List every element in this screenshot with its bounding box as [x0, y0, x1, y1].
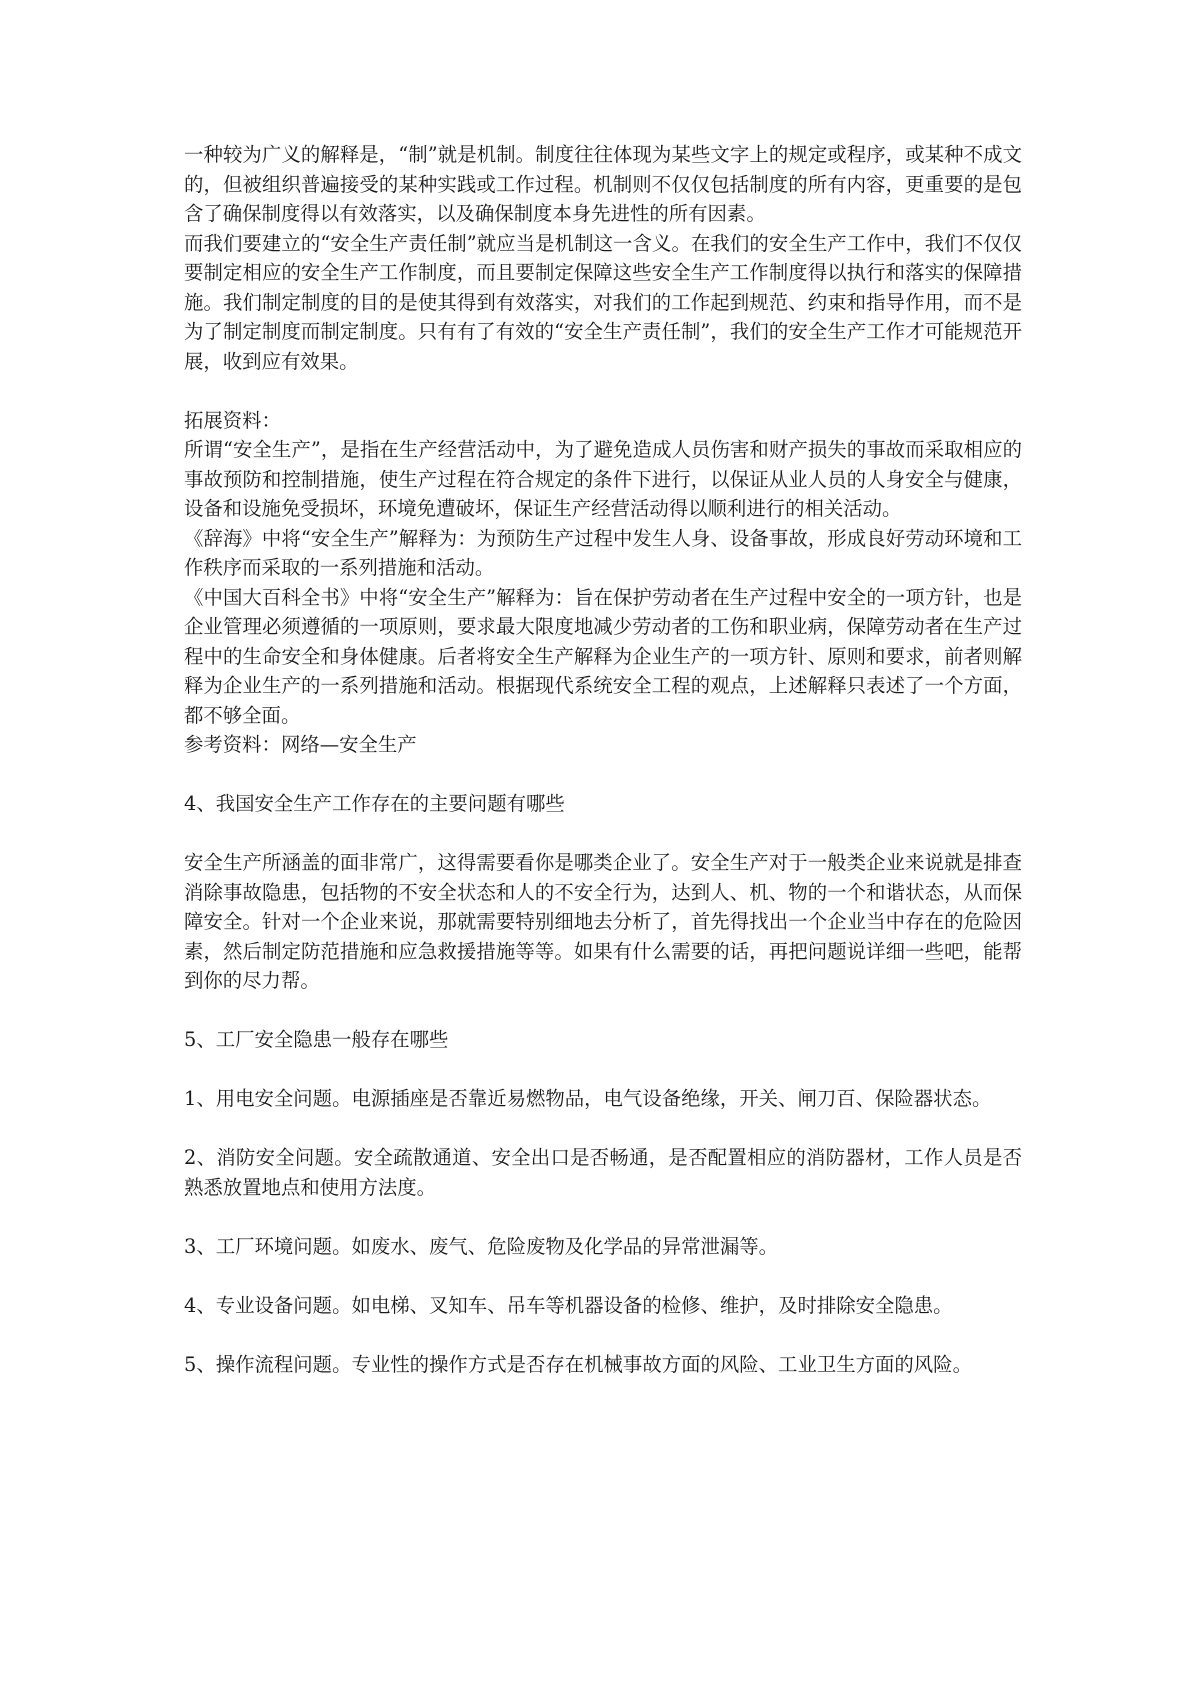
- section-heading-4: 4、我国安全生产工作存在的主要问题有哪些: [184, 792, 565, 815]
- paragraph-cihai-definition: 《辞海》中将“安全生产”解释为：为预防生产过程中发生人身、设备事故，形成良好劳动环境和工作秩序而采取的一系列措施和活动。: [184, 526, 1022, 579]
- paragraph-responsibility-system: 而我们要建立的“安全生产责任制”就应当是机制这一含义。在我们的安全生产工作中，我们不仅仅要制定相应的安全生产工作制度，而且要制定保障这些安全生产工作制度得以执行和落实的保障措施。我们制定制度的目的是使其得到有效落实，对我们的工作起到规范、约束和指导作用，而不是为了制定制度而制定制度。只有有了有效的“安全生产责任制”，我们的安全生产工作才可能规范开展，收到应有效果。: [184, 231, 1022, 373]
- paragraph-safety-production-definition: 所谓“安全生产”，是指在生产经营活动中，为了避免造成人员伤害和财产损失的事故而采取相应的事故预防和控制措施，使生产过程在符合规定的条件下进行，以保证从业人员的人身安全与健康，设备和设施免受损坏，环境免遭破坏，保证生产经营活动得以顺利进行的相关活动。: [184, 438, 1022, 520]
- spacer: [184, 1202, 1022, 1232]
- list-item-fire: 2、消防安全问题。安全疏散通道、安全出口是否畅通，是否配置相应的消防器材，工作人员是否熟悉放置地点和使用方法度。: [184, 1146, 1022, 1199]
- paragraph-extended-label: 拓展资料：: [184, 408, 281, 432]
- spacer: [184, 1261, 1022, 1291]
- spacer: [184, 1320, 1022, 1350]
- section-heading-5: 5、工厂安全隐患一般存在哪些: [184, 1028, 449, 1051]
- document-body: [184, 140, 1022, 1379]
- spacer: [184, 376, 1022, 406]
- paragraph-mechanism-definition: 一种较为广义的解释是，“制”就是机制。制度往往体现为某些文字上的规定或程序，或某种不成文的，但被组织普遍接受的某种实践或工作过程。机制则不仅仅包括制度的所有内容，更重要的是包含了确保制度得以有效落实，以及确保制度本身先进性的所有因素。: [184, 143, 1022, 225]
- spacer: [184, 1055, 1022, 1085]
- paragraph-encyclopedia-definition: 《中国大百科全书》中将“安全生产”解释为：旨在保护劳动者在生产过程中安全的一项方针，也是企业管理必须遵循的一项原则，要求最大限度地减少劳动者的工伤和职业病，保障劳动者在生产过程中的生命安全和身体健康。后者将安全生产解释为企业生产的一项方针、原则和要求，前者则解释为企业生产的一系列措施和活动。根据现代系统安全工程的观点，上述解释只表述了一个方面，都不够全面。: [184, 585, 1022, 727]
- list-item-operation: 5、操作流程问题。专业性的操作方式是否存在机械事故方面的风险、工业卫生方面的风险。: [184, 1352, 972, 1376]
- paragraph-main-problems: 安全生产所涵盖的面非常广，这得需要看你是哪类企业了。安全生产对于一般类企业来说就是排查消除事故隐患，包括物的不安全状态和人的不安全行为，达到人、机、物的一个和谐状态，从而保障安全。针对一个企业来说，那就需要特别细地去分析了，首先得找出一个企业当中存在的危险因素，然后制定防范措施和应急救援措施等等。如果有什么需要的话，再把问题说详细一些吧，能帮到你的尽力帮。: [184, 851, 1022, 992]
- spacer: [184, 819, 1022, 849]
- list-item-environment: 3、工厂环境问题。如废水、废气、危险废物及化学品的异常泄漏等。: [184, 1234, 779, 1258]
- spacer: [184, 760, 1022, 790]
- list-item-electrical: 1、用电安全问题。电源插座是否靠近易燃物品，电气设备绝缘，开关、闸刀百、保险器状态。: [184, 1087, 992, 1110]
- list-item-equipment: 4、专业设备问题。如电梯、叉知车、吊车等机器设备的检修、维护，及时排除安全隐患。: [184, 1293, 953, 1317]
- paragraph-reference: 参考资料：网络—安全生产: [184, 733, 417, 756]
- spacer: [184, 996, 1022, 1026]
- spacer: [184, 1114, 1022, 1144]
